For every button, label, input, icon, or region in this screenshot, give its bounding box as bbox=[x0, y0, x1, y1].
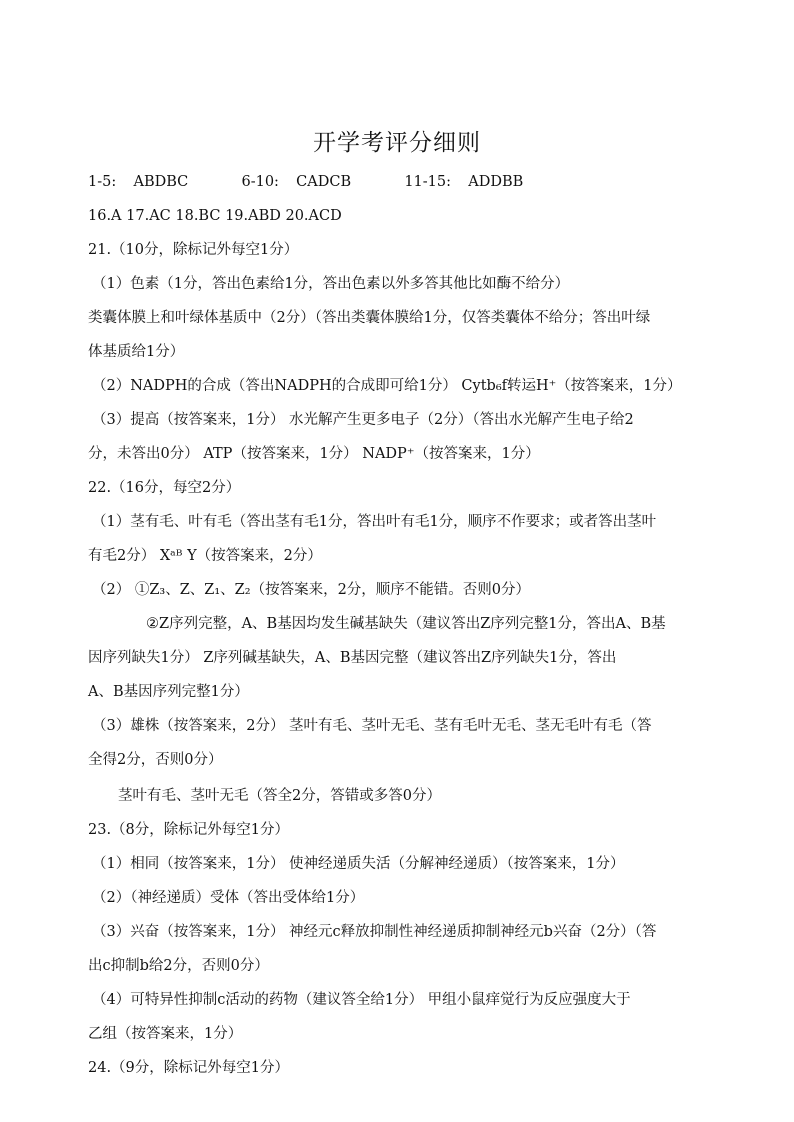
q23-item-4-cont: 乙组（按答案来，1分） bbox=[88, 1026, 243, 1042]
mc-group-3-answers: ADDBB bbox=[468, 174, 524, 190]
page-title: 开学考评分细则 bbox=[313, 130, 481, 156]
q23-item-4: （4）可特异性抑制c活动的药物（建议答全给1分） 甲组小鼠痒觉行为反应强度大于 bbox=[92, 992, 631, 1008]
q21-item-3: （3）提高（按答案来，1分） 水光解产生更多电子（2分）（答出水光解产生电子给2 bbox=[92, 412, 634, 428]
mc-answers-row bbox=[88, 172, 708, 192]
question-21-heading: 21.（10分，除标记外每空1分） bbox=[88, 242, 299, 258]
question-22-heading: 22.（16分，每空2分） bbox=[88, 480, 241, 496]
q22-item-2-sub-2-cont-2: A、B基因序列完整1分） bbox=[88, 684, 249, 700]
mc-answers-row-2: 16.A 17.AC 18.BC 19.ABD 20.ACD bbox=[88, 208, 342, 224]
q21-item-1: （1）色素（1分，答出色素给1分，答出色素以外多答其他比如酶不给分） bbox=[92, 276, 570, 292]
q21-item-3-cont: 分，未答出0分） ATP（按答案来，1分） NADP⁺（按答案来，1分） bbox=[88, 446, 540, 462]
q22-item-2-sub-2-cont: 因序列缺失1分） Z序列碱基缺失，A、B基因完整（建议答出Z序列缺失1分，答出 bbox=[88, 650, 617, 666]
q21-item-1-cont: 类囊体膜上和叶绿体基质中（2分）（答出类囊体膜给1分，仅答类囊体不给分；答出叶绿 bbox=[88, 310, 651, 326]
q23-item-2: （2）（神经递质）受体（答出受体给1分） bbox=[92, 890, 365, 906]
q22-item-1: （1）茎有毛、叶有毛（答出茎有毛1分，答出叶有毛1分，顺序不作要求；或者答出茎叶 bbox=[92, 514, 657, 530]
q23-item-1: （1）相同（按答案来，1分） 使神经递质失活（分解神经递质）（按答案来，1分） bbox=[92, 856, 625, 872]
q22-item-3-cont: 全得2分，否则0分） bbox=[88, 752, 223, 768]
mc-group-1-label: 1-5: bbox=[88, 174, 117, 190]
q23-item-3: （3）兴奋（按答案来，1分） 神经元c释放抑制性神经递质抑制神经元b兴奋（2分）（答 bbox=[92, 924, 657, 940]
q23-item-3-cont: 出c抑制b给2分，否则0分） bbox=[88, 958, 269, 974]
mc-group-3-label: 11-15: bbox=[404, 174, 452, 190]
mc-group-1-answers: ABDBC bbox=[133, 174, 189, 190]
q22-item-3-cont-2: 茎叶有毛、茎叶无毛（答全2分，答错或多答0分） bbox=[118, 788, 441, 804]
q21-item-1-cont-2: 体基质给1分） bbox=[88, 344, 185, 360]
question-24-heading: 24.（9分，除标记外每空1分） bbox=[88, 1060, 290, 1076]
mc-group-2-label: 6-10: bbox=[241, 174, 279, 190]
q22-item-1-cont: 有毛2分） Xᵃᴮ Y（按答案来，2分） bbox=[88, 548, 322, 564]
q22-item-3: （3）雄株（按答案来，2分） 茎叶有毛、茎叶无毛、茎有毛叶无毛、茎无毛叶有毛（答 bbox=[92, 718, 652, 734]
q22-item-2-sub-2: ②Z序列完整，A、B基因均发生碱基缺失（建议答出Z序列完整1分，答出A、B基 bbox=[146, 616, 666, 632]
mc-group-2-answers: CADCB bbox=[296, 174, 352, 190]
question-23-heading: 23.（8分，除标记外每空1分） bbox=[88, 822, 290, 838]
q22-item-2: （2） ①Z₃、Z、Z₁、Z₂（按答案来，2分，顺序不能错。否则0分） bbox=[92, 582, 531, 598]
q21-item-2: （2）NADPH的合成（答出NADPH的合成即可给1分） Cytb₆f转运H⁺（按答案来，1分） bbox=[92, 378, 682, 394]
